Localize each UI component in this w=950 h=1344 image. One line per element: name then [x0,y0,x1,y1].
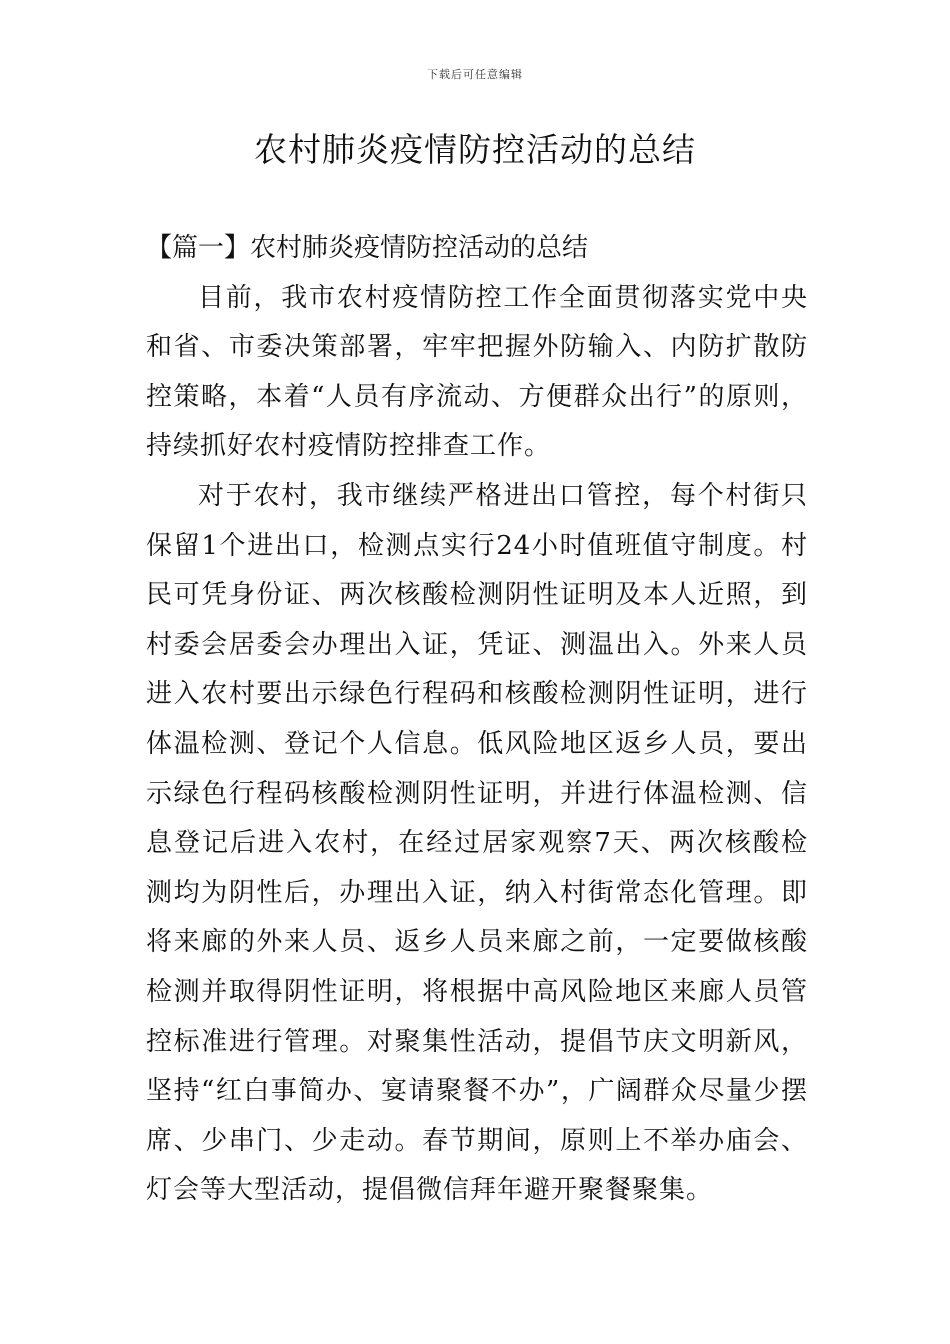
paragraph-2: 对于农村，我市继续严格进出口管控，每个村街只保留1个进出口，检测点实行24小时值班值守制度。村民可凭身份证、两次核酸检测阴性证明及本人近照，到村委会居委会办理出入证，凭证、测温出入。外来人员进入农村要出示绿色行程码和核酸检测阴性证明，进行体温检测、登记个人信息。低风险地区返乡人员，要出示绿色行程码核酸检测阴性证明，并进行体温检测、信息登记后进入农村，在经过居家观察7天、两次核酸检测均为阴性后，办理出入证，纳入村街常态化管理。即将来廊的外来人员、返乡人员来廊之前，一定要做核酸检测并取得阴性证明，将根据中高风险地区来廊人员管控标准进行管理。对聚集性活动，提倡节庆文明新风，坚持“红白事简办、宴请聚餐不办”，广阔群众尽量少摆席、少串门、少走动。春节期间，原则上不举办庙会、灯会等大型活动，提倡微信拜年避开聚餐聚集。 [146,480,808,1206]
paragraph-1: 目前，我市农村疫情防控工作全面贯彻落实党中央和省、市委决策部署，牢牢把握外防输入、内防扩散防控策略，本着“人员有序流动、方便群众出行”的原则，持续抓好农村疫情防控排查工作。 [146,282,808,462]
document-title: 农村肺炎疫情防控活动的总结 [254,130,696,169]
section-heading: 【篇一】农村肺炎疫情防控活动的总结 [146,233,589,263]
document-body [146,224,808,1216]
header-note: 下载后可任意编辑 [427,68,523,81]
